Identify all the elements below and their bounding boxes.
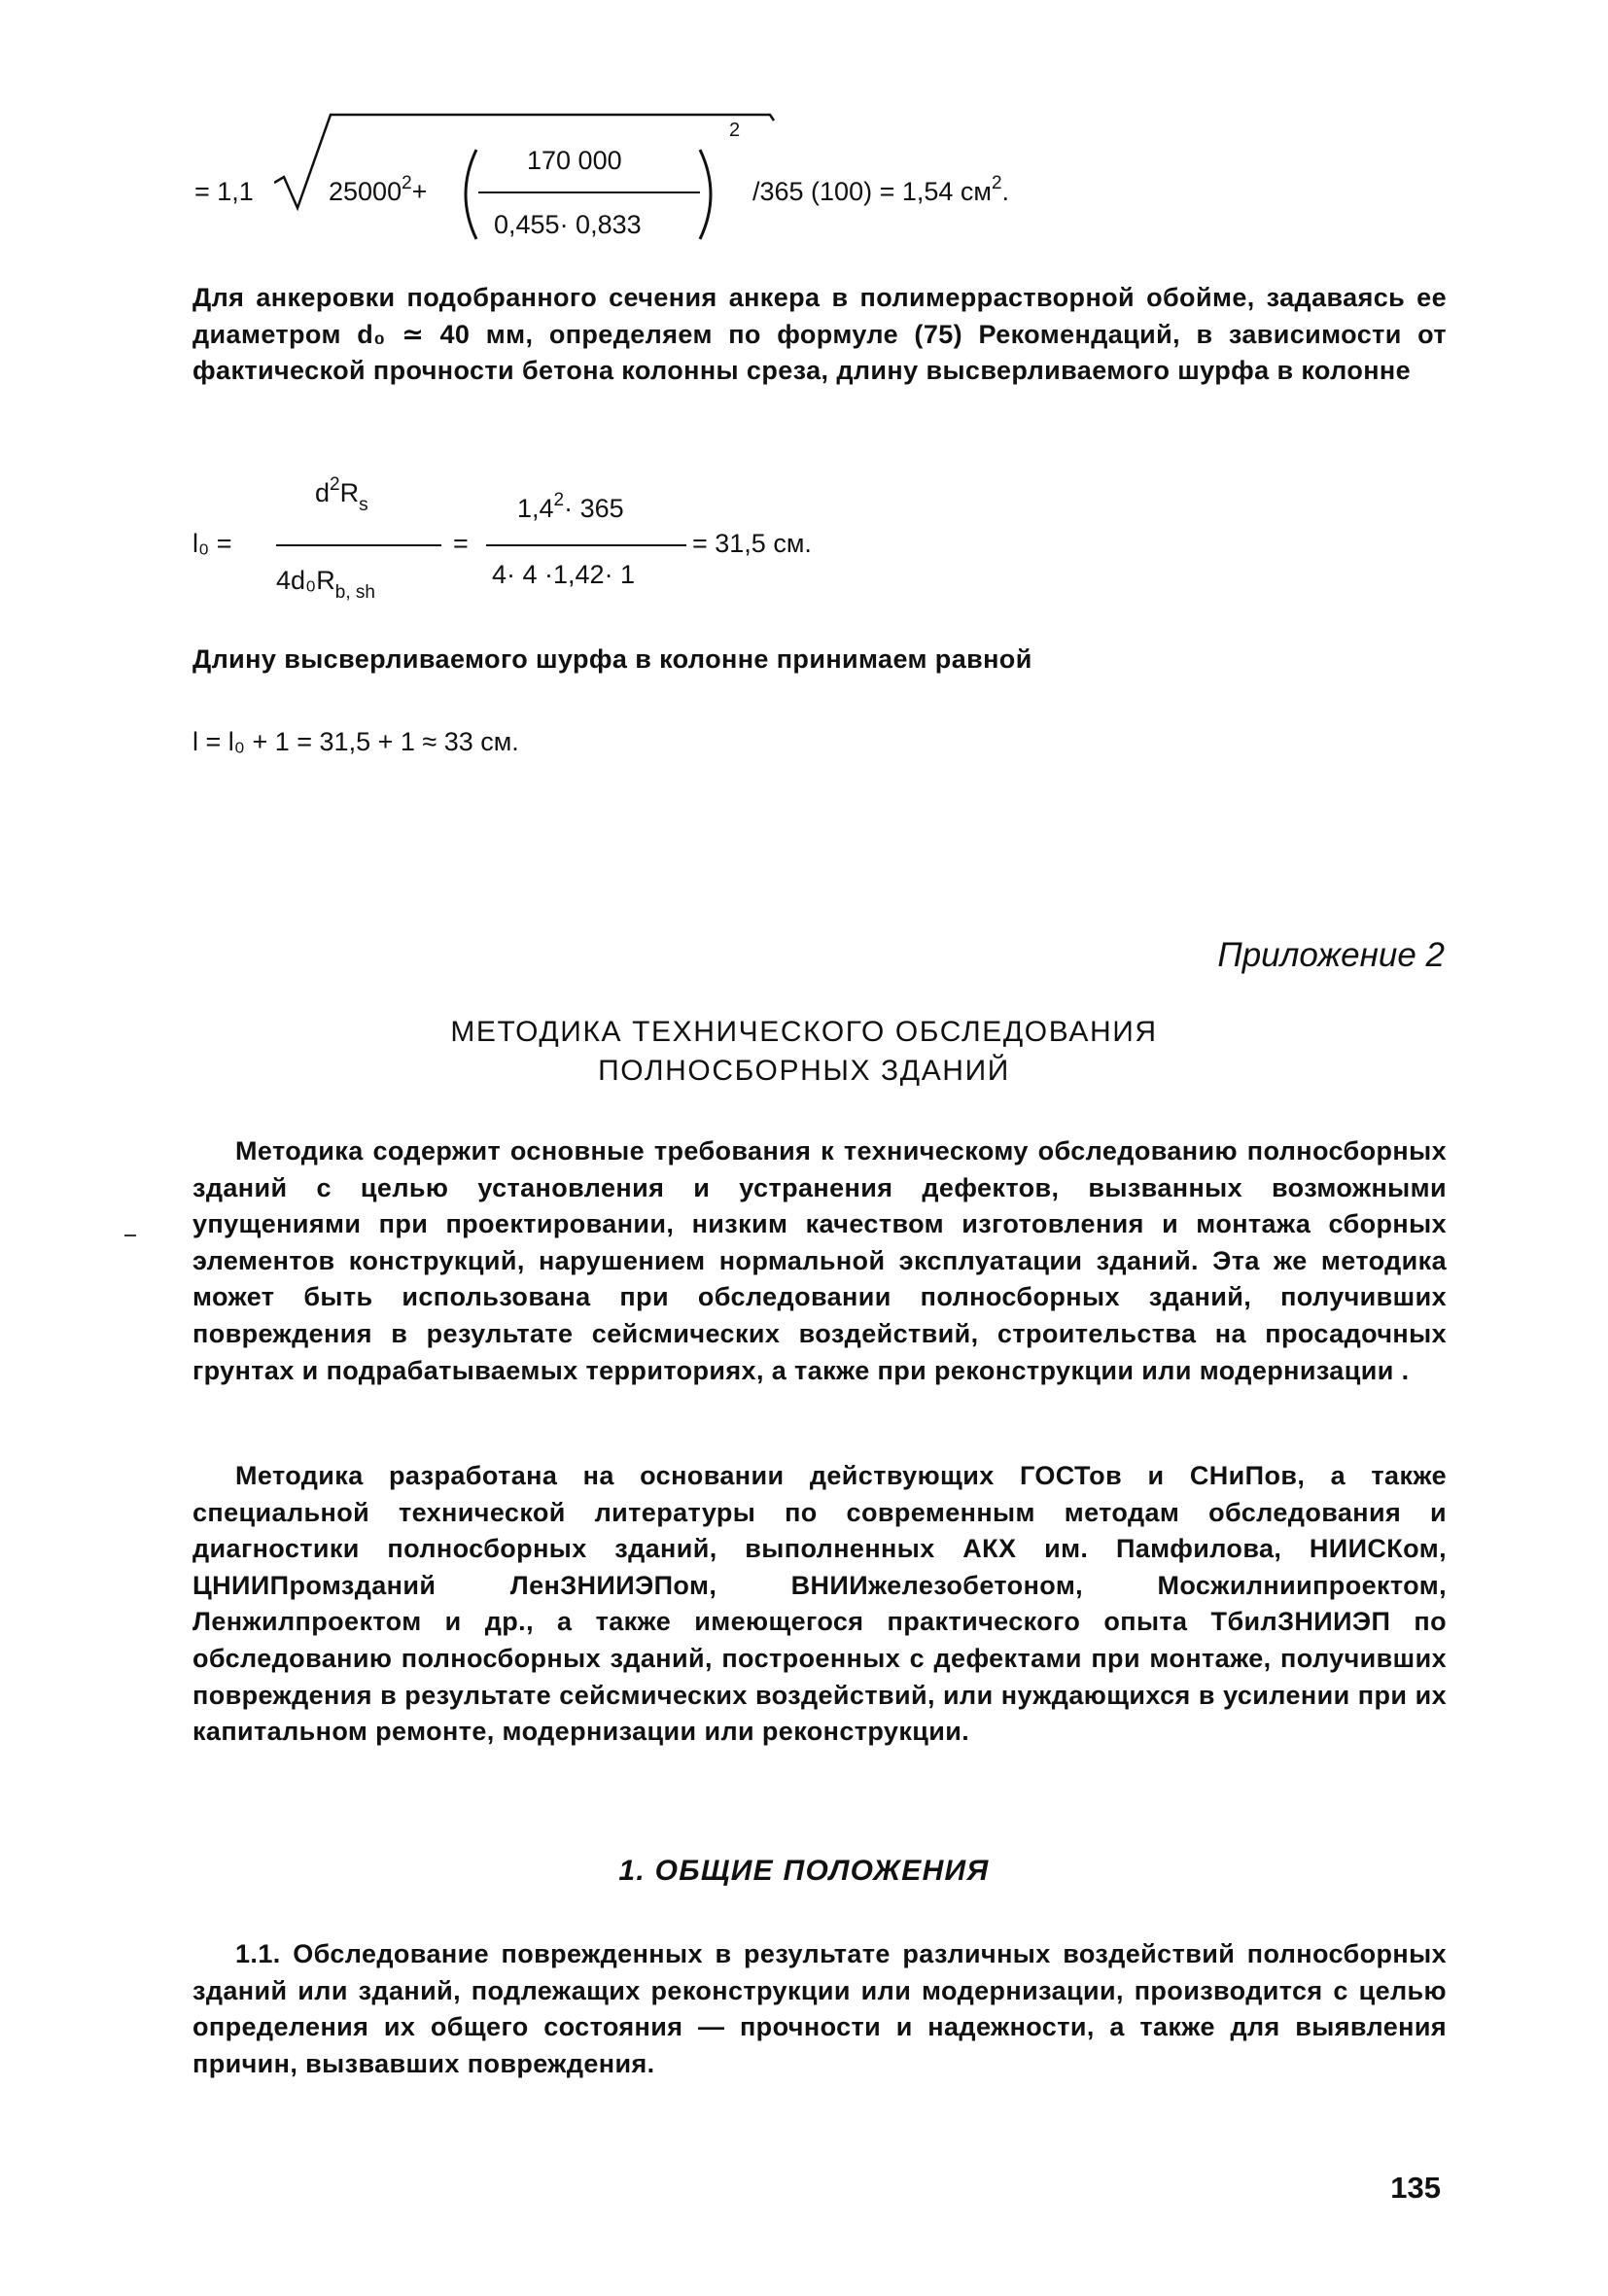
title-line-2: ПОЛНОСБОРНЫХ ЗДАНИЙ [598,1055,1010,1087]
formula-2-den-b: 4· 4 ·1,42· 1 [492,560,636,589]
formula-2-lhs: l₀ = [192,529,232,558]
title-line-1: МЕТОДИКА ТЕХНИЧЕСКОГО ОБСЛЕДОВАНИЯ [450,1016,1158,1048]
formula-1-numerator: 170 000 [527,146,622,175]
paragraph-anchor: Для анкеровки подобранного сечения анкера в полимеррастворной обойме, задаваясь ее диаметром d₀ ≃ 40 мм, определяем по формуле (75) Рекомендаций, в зависимости от фактической прочности бетона колонны среза, длину высверливаемого шурфа в колонне [192,283,1447,386]
clause-number: 1.1. [235,1939,281,1968]
formula-2-den-a: $4d_0R_{b, sh}$ [276,566,375,603]
formula-2-result: = 31,5 см. [692,529,812,558]
formula-total-length: l = l₀ + 1 = 31,5 + 1 ≈ 33 см. [192,727,519,756]
formula-1-denominator: 0,455· 0,833 [494,210,642,239]
formula-1-prefix: = 1,1 [194,177,254,206]
page-number: 135 [1390,2171,1441,2205]
left-paren [453,146,482,243]
right-paren [694,146,723,243]
margin-mark [124,1235,136,1236]
formula-2-eq: = [453,529,469,558]
paragraph-method-1: Методика содержит основные требования к техническому обследованию полносборных зданий с целью установления и устранения дефектов, вызванных возможными упущениями при проектировании, низким качеством изготовления и монтажа сборных элементов конструкций, нарушением нормальной эксплуатации зданий. Эта же методика может быть использована при обследовании полносборных зданий, получивших повреждения в результате сейсмических воздействий, строительства на просадочных грунтах и подрабатываемых территориях, а также при реконструкции или модернизации . [192,1136,1447,1385]
formula-1-outer-exp: 2 [729,120,741,141]
paragraph-method-2: Методика разработана на основании действующих ГОСТов и СНиПов, а также специальной технической литературы по современным методам обследования и диагностики полносборных зданий, выполненных АКХ им. Памфилова, НИИСКом, ЦНИИПромзданий ЛенЗНИИЭПом, ВНИИжелезобетоном, Мосжилниипроектом, Ленжилпроектом и др., а также имеющегося практического опыта ТбилЗНИИЭП по обследованию полносборных зданий, построенных с дефектами при монтаже, получивших повреждения в результате сейсмических воздействий, или нуждающихся в усилении при их капитальном ремонте, модернизации или реконструкции. [192,1461,1447,1747]
clause-1-1 [192,1936,1447,2082]
formula-2-num-b: $1,4^2\cdot 365$ [517,490,624,523]
formula-2-num-a: $d^2R_s$ [315,474,368,515]
section-heading: 1. ОБЩИЕ ПОЛОЖЕНИЯ [618,1855,990,1887]
clause-text: Обследование поврежденных в результате различных воздействий полносборных зданий или зданий, подлежащих реконструкции или модернизации, производится с целью определения их общего состояния — прочности и надежности, а также для выявления причин, вызвавших повреждения. [192,1939,1448,2078]
formula-1-suffix: /365 (100) = 1,54 $см^2$. [752,173,1010,206]
formula-1-radicand: $25000^2+$ [329,173,428,206]
appendix-label: Приложение 2 [1217,936,1445,974]
page-title [292,1013,1316,1091]
fraction-bar-b [486,544,686,546]
fraction-bar-a [276,544,441,546]
paragraph-length: Длину высверливаемого шурфа в колонне принимаем равной [192,644,1032,674]
fraction-bar [478,191,700,193]
